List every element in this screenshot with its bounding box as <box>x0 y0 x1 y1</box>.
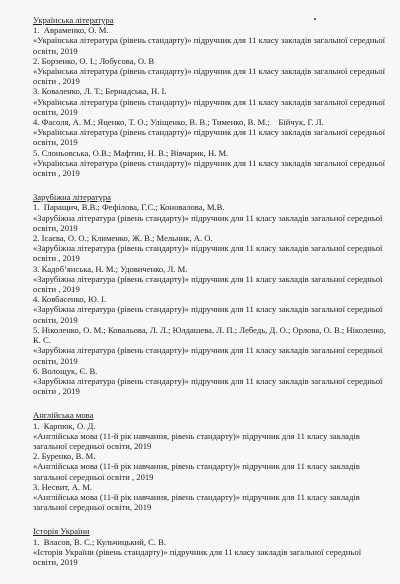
entry-title: «Українська література (рівень стандарту)» підручник для 11 класу закладів загальної середньої освіти , 2019 <box>33 66 386 87</box>
bibliography-entry <box>33 325 386 366</box>
entry-title: «Історія України (рівень стандарту)» підручник для 11 класу закладів загальної середньої освіти, 2019 <box>33 546 362 567</box>
section-title: Англійська мова <box>33 410 94 421</box>
bibliography-entry <box>33 233 386 264</box>
entry-title: «Зарубіжна література (рівень стандарту)» підручник для 11 класу закладів загальної середньої освіти , 2019 <box>33 273 383 295</box>
entry-title: «Англійська мова (11-й рік навчання, рівень стандарту)» підручник для 11 класу закладів загальної середньої освіти, 2019 <box>33 491 360 513</box>
bibliography-entry <box>33 56 386 87</box>
entry-authors: 2. Буренко, В. М. <box>33 451 96 462</box>
entry-title: «Українська література (рівень стандарту)» підручник для 11 класу закладів загальної середньої освіти, 2019 <box>33 127 386 148</box>
entry-authors: 3. Несвит, А. М. <box>33 481 92 492</box>
entry-authors: 5. Слоньовська, О.В.; Мафтин, Н. В.; Вівчарик, Н. М. <box>33 147 229 158</box>
entry-authors: 4. Фасоля, А. М.; Яценко, Т. О.; Уліщенко, В. В.; Тименко, В. М.; Бійчук, Г. Л. <box>33 117 324 128</box>
entry-authors: 6. Волощук, Є. В. <box>33 365 98 376</box>
entry-authors: 2. Ісаєва, О. О.; Клименко, Ж. В.; Мельник, А. О. <box>33 233 213 244</box>
entry-authors: 2. Борзенко, О. І.; Лобусова, О. В <box>33 55 155 66</box>
bibliography-entry <box>33 264 386 295</box>
bibliography-entry <box>33 117 386 148</box>
entry-title: «Англійська мова (11-й рік навчання, рівень стандарту)» підручник для 11 класу закладів загальної середньої освіти, 2019 <box>33 430 360 451</box>
bibliography-entry <box>33 366 386 397</box>
entry-title: «Зарубіжна література (рівень стандарту)» підручник для 11 класу закладів загальної середньої освіти, 2019 <box>33 345 383 366</box>
bibliography-entry <box>33 202 386 233</box>
bibliography-entry <box>33 537 386 568</box>
section <box>33 192 386 396</box>
section <box>33 410 386 512</box>
section-title: Історія України <box>33 526 90 537</box>
bibliography-entry <box>33 294 386 325</box>
entry-title: «Українська література (рівень стандарту)» підручник для 11 класу закладів загальної середньої освіти, 2019 <box>33 35 386 56</box>
entry-authors: 3. Кадоб’янська, Н. М.; Удовиченко, Л. М. <box>33 263 188 274</box>
entry-title: «Англійська мова (11-й рік навчання, рівень стандарту)» підручник для 11 класу закладів загальної середньої освіти , 2019 <box>33 461 360 482</box>
bibliography-entry <box>33 25 386 56</box>
bibliography-entry <box>33 451 386 482</box>
section-title: Зарубіжна література <box>33 192 111 203</box>
sections-container <box>33 15 386 567</box>
entry-authors: 4. Ковбасенко, Ю. І. <box>33 294 107 305</box>
entry-title: «Зарубіжна література (рівень стандарту)» підручник для 11 класу закладів загальної середньої освіти, 2019 <box>33 212 383 233</box>
entry-authors: 1. Паращич, В.В.; Фефілова, Г.С.; Коновалова, М.В. <box>33 202 225 213</box>
section <box>33 15 386 178</box>
entry-title: «Зарубіжна література (рівень стандарту)» підручник для 11 класу закладів загальної середньої освіти , 2019 <box>33 375 383 397</box>
entry-title: «Зарубіжна література (рівень стандарту)» підручник для 11 класу закладів загальної середньої освіти , 2019 <box>33 243 383 264</box>
entry-title: «Українська література (рівень стандарту)» підручник для 11 класу закладів загальної середньої освіти , 2019 <box>33 157 386 179</box>
bibliography-entry <box>33 421 386 452</box>
section <box>33 526 386 567</box>
entry-authors: 3. Коваленко, Л. Т.; Бернадська, Н. І. <box>33 86 167 97</box>
entry-title: «Українська література (рівень стандарту)» підручник для 11 класу закладів загальної середньої освіти, 2019 <box>33 96 386 117</box>
entry-authors: 1. Власов, В. С.; Кульчицький, С. В. <box>33 536 167 547</box>
entry-title: «Зарубіжна література (рівень стандарту)» підручник для 11 класу закладів загальної середньої освіти, 2019 <box>33 304 383 325</box>
entry-authors: 1. Авраменко, О. М. <box>33 25 109 36</box>
bibliography-entry <box>33 482 386 513</box>
section-title: Українська література <box>33 15 114 25</box>
scan-mark <box>314 18 316 20</box>
bibliography-entry <box>33 86 386 117</box>
bibliography-entry <box>33 148 386 179</box>
entry-authors: 1. Карпюк, О. Д. <box>33 420 96 431</box>
entry-authors: 5. Ніколенко, О. М.; Ковальова, Л. Л.; Юлдашева, Л. П.; Лебедь, Д. О.; Орлова, О. В.; Ніколенко, К. С. <box>33 324 388 346</box>
